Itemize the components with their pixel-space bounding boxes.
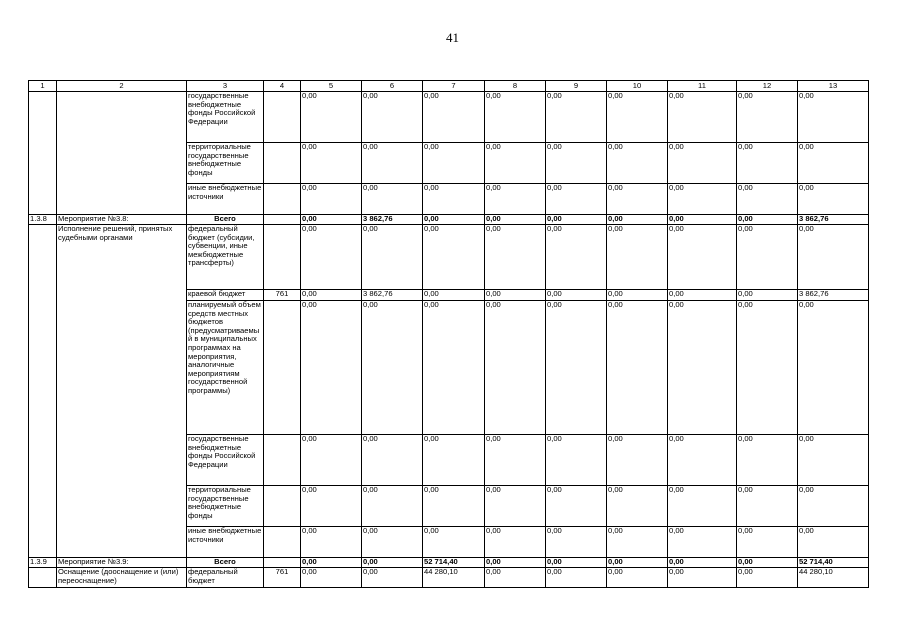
funding-source-cell: государственные внебюджетные фонды Российской Федерации [187,92,264,143]
amount-cell: 0,00 [485,486,546,527]
amount-cell: 0,00 [737,92,798,143]
budget-code-cell [264,143,301,184]
amount-cell: 0,00 [737,527,798,558]
amount-cell: 0,00 [485,435,546,486]
amount-cell: 0,00 [668,225,737,290]
amount-cell: 0,00 [423,143,485,184]
amount-cell: 0,00 [737,215,798,225]
amount-cell: 0,00 [668,527,737,558]
budget-code-cell [264,527,301,558]
amount-cell: 0,00 [546,301,607,435]
amount-cell: 0,00 [485,290,546,301]
amount-cell: 0,00 [737,435,798,486]
amount-cell: 0,00 [607,568,668,588]
event-name-cell: Исполнение решений, принятых судебными органами [57,225,187,558]
amount-cell: 0,00 [798,184,869,215]
amount-cell: 0,00 [737,301,798,435]
amount-cell: 0,00 [546,527,607,558]
amount-cell: 0,00 [607,215,668,225]
column-header: 6 [362,81,423,92]
amount-cell: 0,00 [423,527,485,558]
amount-cell: 0,00 [668,215,737,225]
row-number-cell: 1.3.9 [29,558,57,568]
amount-cell: 0,00 [301,558,362,568]
amount-cell: 0,00 [362,558,423,568]
amount-cell: 0,00 [301,527,362,558]
column-header: 8 [485,81,546,92]
amount-cell: 0,00 [607,486,668,527]
funding-source-cell: федеральный бюджет [187,568,264,588]
budget-code-cell [264,184,301,215]
amount-cell: 0,00 [798,92,869,143]
amount-cell: 0,00 [668,558,737,568]
amount-cell: 0,00 [423,290,485,301]
event-name-cell: Оснащение (дооснащение и (или) переоснащение) [57,568,187,588]
amount-cell: 0,00 [485,92,546,143]
column-header: 7 [423,81,485,92]
budget-code-cell [264,301,301,435]
amount-cell: 0,00 [737,184,798,215]
amount-cell: 0,00 [301,435,362,486]
funding-source-cell: краевой бюджет [187,290,264,301]
row-number-cell: 1.3.8 [29,215,57,225]
amount-cell: 0,00 [546,290,607,301]
budget-table [28,80,869,588]
amount-cell: 44 280,10 [798,568,869,588]
budget-code-cell [264,558,301,568]
amount-cell: 0,00 [362,184,423,215]
amount-cell: 0,00 [546,435,607,486]
funding-source-cell: планируемый объем средств местных бюджетов (предусматриваемый в муниципальных программах на мероприятия, аналогичные мероприятиям государственной программы) [187,301,264,435]
amount-cell: 0,00 [668,92,737,143]
amount-cell: 0,00 [546,486,607,527]
amount-cell: 0,00 [362,435,423,486]
budget-code-cell: 761 [264,568,301,588]
amount-cell: 0,00 [546,184,607,215]
funding-source-cell: Всего [187,558,264,568]
amount-cell: 0,00 [607,527,668,558]
funding-source-cell: территориальные государственные внебюджетные фонды [187,486,264,527]
amount-cell: 0,00 [485,225,546,290]
amount-cell: 0,00 [668,290,737,301]
amount-cell: 0,00 [737,486,798,527]
amount-cell: 44 280,10 [423,568,485,588]
amount-cell: 0,00 [546,558,607,568]
budget-code-cell [264,92,301,143]
amount-cell: 0,00 [546,568,607,588]
column-header: 2 [57,81,187,92]
amount-cell: 0,00 [485,143,546,184]
amount-cell: 0,00 [485,301,546,435]
amount-cell: 0,00 [423,92,485,143]
amount-cell: 0,00 [423,215,485,225]
amount-cell: 0,00 [607,92,668,143]
amount-cell: 0,00 [301,143,362,184]
page-number: 41 [446,30,459,45]
budget-code-cell [264,225,301,290]
amount-cell: 0,00 [301,184,362,215]
amount-cell: 0,00 [668,184,737,215]
amount-cell: 0,00 [798,225,869,290]
row-number-cell [29,225,57,558]
amount-cell: 0,00 [301,301,362,435]
amount-cell: 0,00 [798,435,869,486]
amount-cell: 0,00 [607,301,668,435]
amount-cell: 0,00 [423,184,485,215]
amount-cell: 0,00 [301,486,362,527]
column-header: 1 [29,81,57,92]
amount-cell: 52 714,40 [798,558,869,568]
column-header: 12 [737,81,798,92]
amount-cell: 0,00 [607,184,668,215]
amount-cell: 0,00 [362,568,423,588]
event-name-cell: Мероприятие №3.8: [57,215,187,225]
amount-cell: 0,00 [737,568,798,588]
amount-cell: 0,00 [423,301,485,435]
column-header: 5 [301,81,362,92]
amount-cell: 0,00 [362,225,423,290]
amount-cell: 0,00 [737,143,798,184]
amount-cell: 0,00 [546,143,607,184]
amount-cell: 0,00 [668,568,737,588]
funding-source-cell: государственные внебюджетные фонды Российской Федерации [187,435,264,486]
amount-cell: 0,00 [485,568,546,588]
budget-code-cell [264,435,301,486]
amount-cell: 0,00 [607,558,668,568]
budget-code-cell [264,215,301,225]
column-header: 4 [264,81,301,92]
column-header: 3 [187,81,264,92]
table-row [29,215,869,225]
event-name-cell [57,92,187,215]
amount-cell: 0,00 [301,215,362,225]
amount-cell: 0,00 [737,558,798,568]
amount-cell: 3 862,76 [798,290,869,301]
amount-cell: 0,00 [668,301,737,435]
amount-cell: 0,00 [607,290,668,301]
amount-cell: 0,00 [668,143,737,184]
amount-cell: 0,00 [423,435,485,486]
amount-cell: 0,00 [485,558,546,568]
amount-cell: 3 862,76 [798,215,869,225]
amount-cell: 0,00 [362,301,423,435]
amount-cell: 0,00 [607,225,668,290]
amount-cell: 0,00 [546,225,607,290]
amount-cell: 0,00 [301,92,362,143]
amount-cell: 0,00 [607,143,668,184]
amount-cell: 52 714,40 [423,558,485,568]
amount-cell: 0,00 [362,486,423,527]
amount-cell: 0,00 [423,225,485,290]
budget-code-cell: 761 [264,290,301,301]
table-row [29,225,869,290]
row-number-cell [29,568,57,588]
budget-code-cell [264,486,301,527]
funding-source-cell: иные внебюджетные источники [187,527,264,558]
amount-cell: 3 862,76 [362,215,423,225]
column-header: 10 [607,81,668,92]
amount-cell: 0,00 [798,527,869,558]
column-number-row [29,81,869,92]
amount-cell: 0,00 [607,435,668,486]
table-row [29,568,869,588]
amount-cell: 0,00 [668,435,737,486]
funding-source-cell: территориальные государственные внебюджетные фонды [187,143,264,184]
amount-cell: 0,00 [485,184,546,215]
row-number-cell [29,92,57,215]
funding-source-cell: иные внебюджетные источники [187,184,264,215]
event-name-cell: Мероприятие №3.9: [57,558,187,568]
amount-cell: 0,00 [362,143,423,184]
amount-cell: 0,00 [301,568,362,588]
amount-cell: 0,00 [362,527,423,558]
amount-cell: 0,00 [546,92,607,143]
column-header: 9 [546,81,607,92]
funding-source-cell: федеральный бюджет (субсидии, субвенции, иные межбюджетные трансферты) [187,225,264,290]
amount-cell: 0,00 [546,215,607,225]
amount-cell: 0,00 [423,486,485,527]
amount-cell: 0,00 [798,301,869,435]
amount-cell: 0,00 [737,225,798,290]
column-header: 13 [798,81,869,92]
amount-cell: 0,00 [798,486,869,527]
amount-cell: 0,00 [737,290,798,301]
funding-source-cell: Всего [187,215,264,225]
amount-cell: 0,00 [485,527,546,558]
amount-cell: 0,00 [301,225,362,290]
table-row [29,558,869,568]
amount-cell: 3 862,76 [362,290,423,301]
column-header: 11 [668,81,737,92]
table-row [29,92,869,143]
amount-cell: 0,00 [668,486,737,527]
amount-cell: 0,00 [798,143,869,184]
amount-cell: 0,00 [485,215,546,225]
amount-cell: 0,00 [301,290,362,301]
amount-cell: 0,00 [362,92,423,143]
